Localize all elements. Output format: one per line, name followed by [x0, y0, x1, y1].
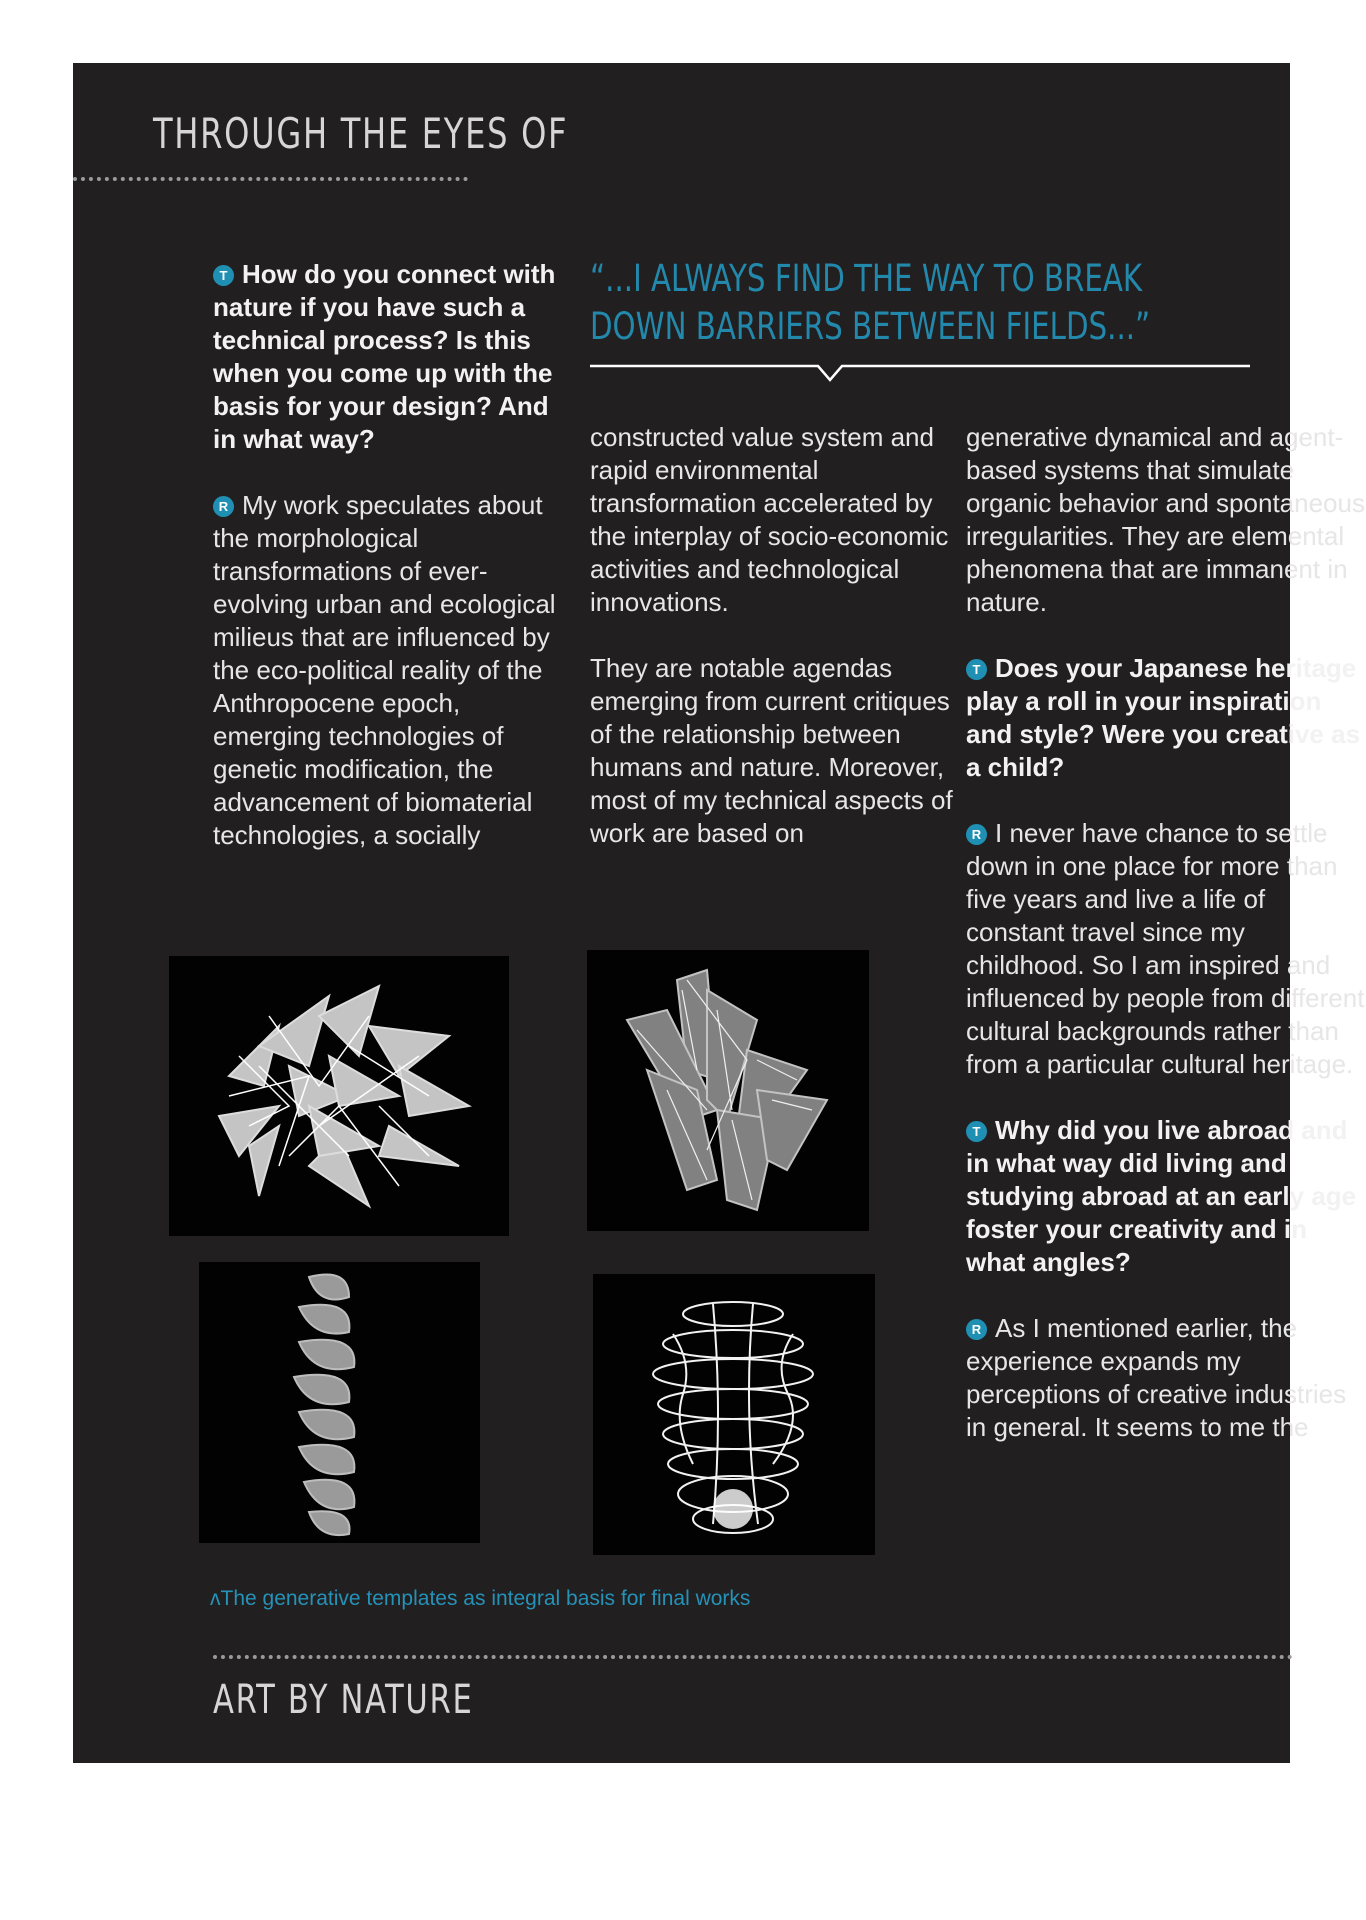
pull-quote-divider — [590, 353, 1250, 383]
section-header-title: THROUGH THE EYES OF — [153, 109, 569, 158]
answer-text: generative dynamical and agent-based systems that simulate organic behavior and spontaneous irregularities. They are elemental phenomena that are immanent in nature. — [966, 422, 1365, 617]
answer-paragraph — [966, 1312, 1366, 1444]
text-column-3 — [966, 421, 1366, 1444]
spiky-cluster-image — [169, 956, 509, 1236]
magazine-page — [73, 63, 1365, 1763]
question-paragraph — [966, 1114, 1366, 1279]
answer-paragraph — [966, 817, 1366, 1081]
generative-artwork-cluster — [169, 956, 509, 1236]
question-badge-icon: T — [213, 265, 234, 286]
answer-text: I never have chance to settle down in one place for more than five years and live a life of constant travel since my childhood. So I am inspired and influenced by people from different cultural backgrounds rather than from a particular cultural heritage. — [966, 818, 1365, 1079]
generative-artwork-shards — [587, 950, 869, 1231]
question-paragraph — [213, 258, 573, 456]
answer-text: They are notable agendas emerging from current critiques of the relationship between humans and nature. Moreover, most of my technical aspects of work are based on — [590, 653, 953, 848]
image-caption: ʌThe generative templates as integral basis for final works — [210, 1587, 751, 1610]
pull-quote: “...I ALWAYS FIND THE WAY TO BREAK DOWN BARRIERS BETWEEN FIELDS...” — [590, 257, 1151, 348]
footer-dotted-rule — [213, 1655, 1293, 1659]
header-dotted-rule — [73, 177, 468, 181]
text-column-2 — [590, 421, 960, 850]
curly-lattice-image — [593, 1274, 875, 1555]
text-column-1 — [213, 258, 573, 852]
twisted-column-image — [199, 1262, 480, 1543]
footer-section-title: ART BY NATURE — [213, 1677, 474, 1723]
answer-paragraph — [213, 489, 573, 852]
question-badge-icon: T — [966, 659, 987, 680]
answer-text: constructed value system and rapid environmental transformation accelerated by the interplay of socio-economic activities and technological innovations. — [590, 422, 949, 617]
question-text: Does your Japanese heritage play a roll in your inspiration and style? Were you creative as a child? — [966, 653, 1361, 782]
question-text: Why did you live abroad and in what way did living and studying abroad at an early age foster your creativity and in what angles? — [966, 1115, 1357, 1277]
answer-badge-icon: R — [966, 1319, 987, 1340]
answer-badge-icon: R — [213, 496, 234, 517]
question-badge-icon: T — [966, 1121, 987, 1142]
generative-artwork-lattice — [593, 1274, 875, 1555]
shard-structure-image — [587, 950, 869, 1231]
question-paragraph — [966, 652, 1366, 784]
answer-badge-icon: R — [966, 824, 987, 845]
answer-text: As I mentioned earlier, the experience expands my perceptions of creative industries in general. It seems to me the — [966, 1313, 1347, 1442]
question-text: How do you connect with nature if you have such a technical process? Is this when you come up with the basis for your design? And in what way? — [213, 259, 556, 454]
answer-text: My work speculates about the morphological transformations of ever-evolving urban and ecological milieus that are influenced by the eco-political reality of the Anthropocene epoch, emerging technologies of genetic modification, the advancement of biomaterial technologies, a socially — [213, 490, 556, 850]
generative-artwork-twisted-column — [199, 1262, 480, 1543]
